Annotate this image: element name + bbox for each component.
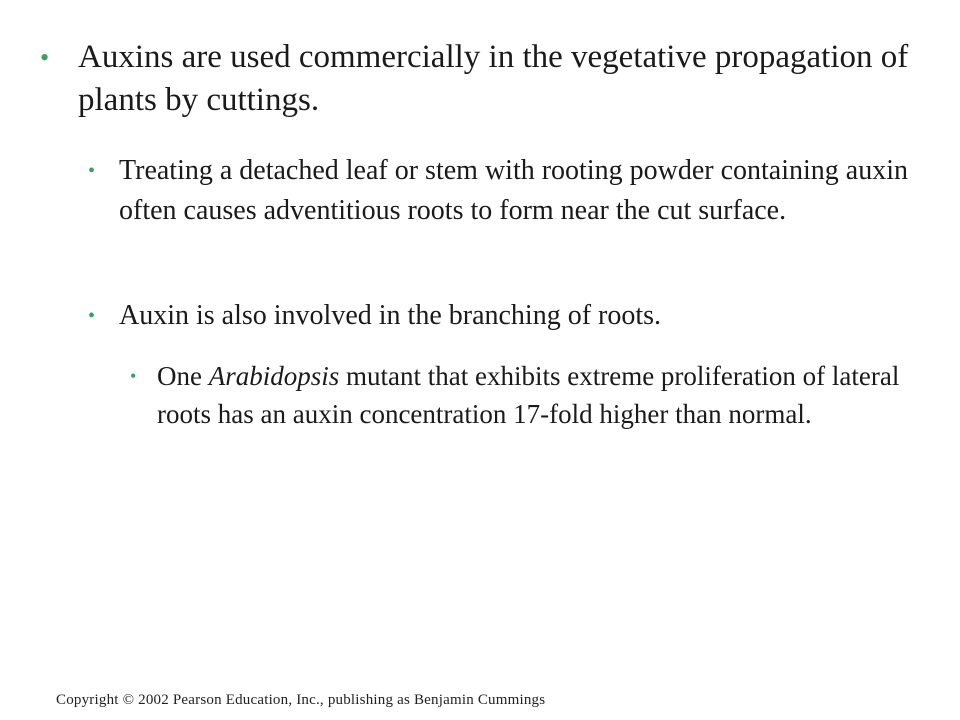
bullet-text-end: mutant that exhibits extreme proliferation of lateral roots has an auxin concentration 17-fold higher than normal.	[157, 361, 900, 429]
bullet-level-2	[88, 151, 928, 231]
bullet-text: Auxin is also involved in the branching of roots.	[119, 300, 662, 331]
bullet-level-3	[130, 357, 910, 433]
bullet-dot-icon: •	[130, 366, 137, 386]
bullet-text: Treating a detached leaf or stem with rooting powder containing auxin often causes adventitious roots to form near the cut surface.	[119, 155, 908, 226]
bullet-text: Auxins are used commercially in the vegetative propagation of plants by cuttings.	[78, 39, 909, 118]
bullet-text	[157, 357, 910, 433]
bullet-level-2	[88, 296, 928, 336]
bullet-level-1	[40, 36, 920, 122]
bullet-dot-icon: •	[88, 305, 96, 327]
species-name: Arabidopsis	[208, 361, 340, 391]
bullet-dot-icon: •	[88, 160, 96, 182]
bullet-dot-icon: •	[40, 43, 50, 72]
bullet-text-start: One	[157, 361, 209, 391]
copyright-footer: Copyright © 2002 Pearson Education, Inc., publishing as Benjamin Cummings	[56, 692, 546, 708]
